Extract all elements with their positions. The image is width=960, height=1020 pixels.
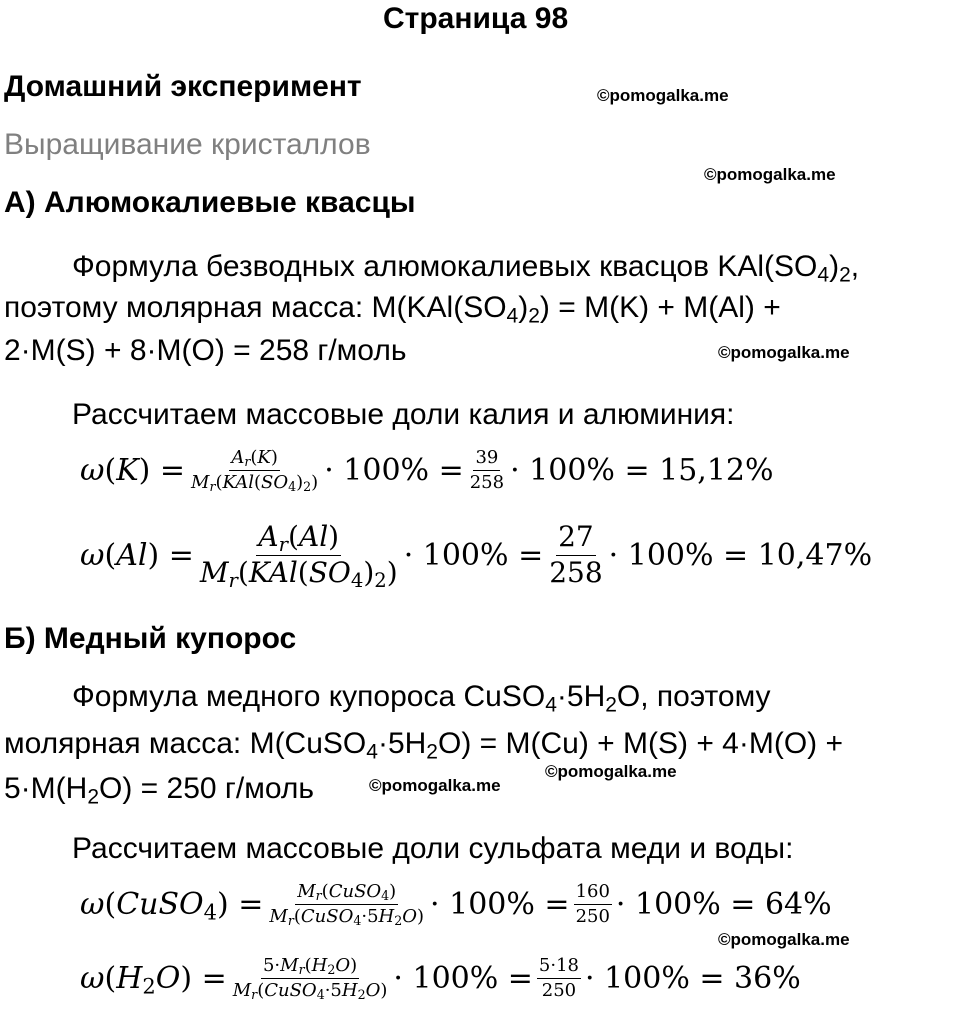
part-b-calc-intro: Рассчитаем массовые доли сульфата меди и воды: (72, 832, 794, 865)
equation-aluminium: ω(Al) = $\frac{A_r(Al)}{M_r(KAl(SO_4)_2)}$ · 100% = $\frac{27}{258}$ · 100% = 10,47% (80, 520, 873, 592)
section-heading: Домашний эксперимент (4, 70, 362, 103)
fraction: $\frac{A_r(K)}{M_r(KAl(SO_4)_2)}$ (191, 447, 319, 494)
part-b-formula-line: Формула медного купороса $CuSO_4\cdot 5H_2O$, поэтому (72, 680, 771, 717)
equation-potassium: ω(K) = $\frac{A_r(K)}{M_r(KAl(SO_4)_2)}$ · 100% = $\frac{39}{258}$ · 100% = 15,12% (80, 447, 774, 494)
watermark: ©pomogalka.me (369, 776, 501, 795)
part-a-formula-line: Формула безводных алюмокалиевых квасцов $KAl(SO_4)_2$, (72, 250, 860, 287)
subtitle: Выращивание кристаллов (4, 128, 371, 161)
part-a-molar-mass-result: 2·M(S) + 8·M(O) = 258 г/моль (4, 334, 407, 367)
part-b-molar-mass-line: молярная масса: $M(CuSO_4\cdot 5H_2O) = M(Cu) + M(S) + 4\cdot M(O)$ + (4, 727, 844, 764)
equation-copper-sulfate: ω(CuSO$_4$) = $\frac{M_r(CuSO_4)}{M_r(CuSO_4\cdot 5H_2O)}$ · 100% = $\frac{160}{250}$ · 100% = 64% (80, 881, 832, 928)
fraction: $\frac{M_r(CuSO_4)}{M_r(CuSO_4\cdot 5H_2O)}$ (269, 881, 425, 928)
watermark: ©pomogalka.me (718, 930, 850, 949)
part-b-heading: Б) Медный купорос (4, 622, 297, 655)
fraction: $\frac{27}{258}$ (549, 520, 603, 589)
fraction: $\frac{160}{250}$ (575, 881, 610, 927)
equation-water: $\omega(H_2O)$ = $\frac{5\cdot M_r(H_2O)}{M_r(CuSO_4\cdot 5H_2O)}$ · 100% = $\frac{5\cdot 18}{250}$ · 100% = 36% (80, 955, 801, 1002)
watermark: ©pomogalka.me (545, 762, 677, 781)
part-b-molar-mass-result: $5\cdot M(H_2O) = 250$ г/моль (4, 772, 314, 809)
fraction: $\frac{39}{258}$ (469, 447, 505, 493)
page-title: Страница 98 (383, 2, 569, 35)
part-a-molar-mass-line: поэтому молярная масса: $M(KAl(SO_4)_2) = M(K) + M(Al)$ + (4, 291, 781, 328)
fraction: $\frac{A_r(Al)}{M_r(KAl(SO_4)_2)}$ (199, 520, 398, 592)
watermark: ©pomogalka.me (704, 165, 836, 184)
fraction: $\frac{5\cdot M_r(H_2O)}{M_r(CuSO_4\cdot 5H_2O)}$ (232, 955, 388, 1002)
part-a-heading: А) Алюмокалиевые квасцы (4, 186, 416, 219)
watermark: ©pomogalka.me (597, 86, 729, 105)
fraction: $\frac{5\cdot 18}{250}$ (538, 955, 579, 1001)
watermark: ©pomogalka.me (718, 343, 850, 362)
part-a-calc-intro: Рассчитаем массовые доли калия и алюминия: (72, 398, 735, 431)
